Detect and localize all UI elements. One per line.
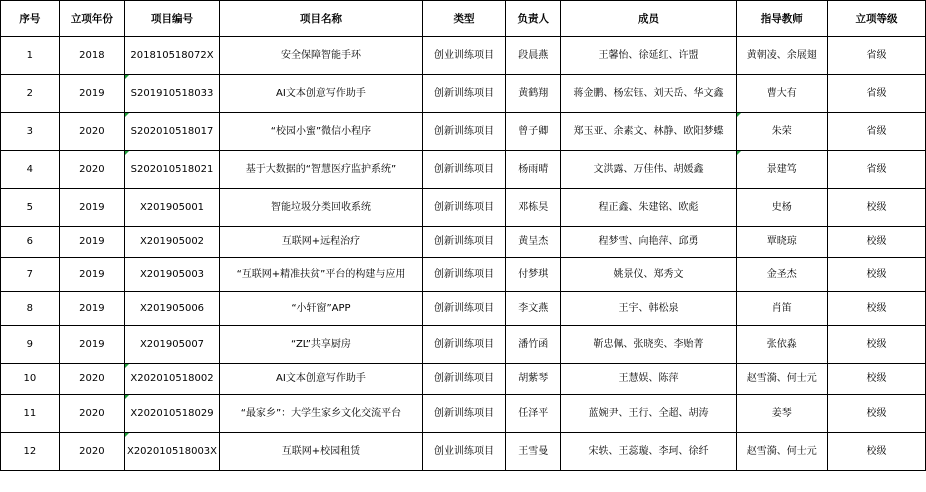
cell-advisor[interactable]: 黄朝凌、余展翅 [736, 37, 827, 75]
cell-name[interactable]: “互联网+精准扶贫”平台的构建与应用 [220, 258, 423, 292]
table-row [1, 75, 926, 113]
cell-leader[interactable]: 邓栋昊 [506, 189, 561, 227]
cell-members[interactable]: 靳忠佩、张晓奕、李贻菁 [561, 326, 736, 364]
cell-advisor[interactable]: 史杨 [736, 189, 827, 227]
cell-type[interactable]: 创新训练项目 [422, 189, 505, 227]
cell-no[interactable]: 9 [1, 326, 60, 364]
cell-year[interactable]: 2020 [59, 433, 124, 471]
cell-name[interactable]: AI文本创意写作助手 [220, 75, 423, 113]
cell-year[interactable]: 2019 [59, 227, 124, 258]
cell-type[interactable]: 创新训练项目 [422, 227, 505, 258]
cell-no[interactable]: 6 [1, 227, 60, 258]
cell-name[interactable]: “最家乡”：大学生家乡文化交流平台 [220, 395, 423, 433]
table-row [1, 258, 926, 292]
cell-type[interactable]: 创新训练项目 [422, 364, 505, 395]
cell-name[interactable]: 互联网+远程治疗 [220, 227, 423, 258]
cell-level[interactable]: 校级 [827, 326, 925, 364]
cell-leader[interactable]: 黄呈杰 [506, 227, 561, 258]
cell-name[interactable]: 基于大数据的“智慧医疗监护系统” [220, 151, 423, 189]
cell-type[interactable]: 创业训练项目 [422, 37, 505, 75]
cell-name[interactable]: AI文本创意写作助手 [220, 364, 423, 395]
table-row [1, 395, 926, 433]
cell-no[interactable]: 12 [1, 433, 60, 471]
header-row [1, 1, 926, 37]
cell-advisor[interactable]: 姜琴 [736, 395, 827, 433]
cell-type[interactable]: 创新训练项目 [422, 75, 505, 113]
cell-code[interactable]: X201905003 [124, 258, 219, 292]
cell-leader[interactable]: 黄鹤翔 [506, 75, 561, 113]
cell-code[interactable]: 201810518072X [124, 37, 219, 75]
cell-advisor[interactable]: 肖笛 [736, 292, 827, 326]
cell-level[interactable]: 省级 [827, 113, 925, 151]
table-row [1, 189, 926, 227]
table-row [1, 227, 926, 258]
cell-name[interactable]: “校园小蜜”微信小程序 [220, 113, 423, 151]
cell-members[interactable]: 宋轶、王蕊璇、李珂、徐纤 [561, 433, 736, 471]
cell-no[interactable]: 8 [1, 292, 60, 326]
cell-year[interactable]: 2019 [59, 75, 124, 113]
table-row [1, 292, 926, 326]
cell-year[interactable]: 2020 [59, 395, 124, 433]
cell-year[interactable]: 2019 [59, 326, 124, 364]
cell-no[interactable]: 5 [1, 189, 60, 227]
cell-level[interactable]: 省级 [827, 75, 925, 113]
cell-type[interactable]: 创业训练项目 [422, 433, 505, 471]
header-cell-type[interactable]: 类型 [422, 1, 505, 37]
cell-members[interactable]: 文洪露、万佳伟、胡媛鑫 [561, 151, 736, 189]
cell-no[interactable]: 2 [1, 75, 60, 113]
cell-no[interactable]: 4 [1, 151, 60, 189]
cell-leader[interactable]: 任泽平 [506, 395, 561, 433]
cell-code[interactable]: S201910518033 [124, 75, 219, 113]
table-row [1, 433, 926, 471]
cell-year[interactable]: 2019 [59, 292, 124, 326]
cell-advisor[interactable]: 赵雪漪、何士元 [736, 433, 827, 471]
cell-year[interactable]: 2018 [59, 37, 124, 75]
cell-code[interactable]: X201905001 [124, 189, 219, 227]
header-cell-no[interactable]: 序号 [1, 1, 60, 37]
cell-level[interactable]: 省级 [827, 151, 925, 189]
cell-leader[interactable]: 付梦琪 [506, 258, 561, 292]
header-cell-leader[interactable]: 负责人 [506, 1, 561, 37]
cell-no[interactable]: 1 [1, 37, 60, 75]
header-cell-level[interactable]: 立项等级 [827, 1, 925, 37]
cell-code[interactable]: X201905007 [124, 326, 219, 364]
header-cell-year[interactable]: 立项年份 [59, 1, 124, 37]
cell-name[interactable]: 互联网+校园租赁 [220, 433, 423, 471]
cell-advisor[interactable]: 朱荣 [736, 113, 827, 151]
cell-code[interactable]: S202010518017 [124, 113, 219, 151]
cell-level[interactable]: 校级 [827, 433, 925, 471]
cell-advisor[interactable]: 金圣杰 [736, 258, 827, 292]
cell-members[interactable]: 蒋金鹏、杨宏钰、刘天岳、华文鑫 [561, 75, 736, 113]
cell-type[interactable]: 创新训练项目 [422, 395, 505, 433]
cell-members[interactable]: 郑玉亚、余素文、林静、欧阳梦蝶 [561, 113, 736, 151]
cell-year[interactable]: 2019 [59, 258, 124, 292]
table-row [1, 151, 926, 189]
cell-year[interactable]: 2020 [59, 151, 124, 189]
header-cell-members[interactable]: 成员 [561, 1, 736, 37]
cell-members[interactable]: 王宇、韩松泉 [561, 292, 736, 326]
cell-leader[interactable]: 李文燕 [506, 292, 561, 326]
cell-no[interactable]: 11 [1, 395, 60, 433]
cell-advisor[interactable]: 张依淼 [736, 326, 827, 364]
cell-members[interactable]: 程正鑫、朱建铭、欧彪 [561, 189, 736, 227]
cell-type[interactable]: 创新训练项目 [422, 292, 505, 326]
table-row [1, 113, 926, 151]
cell-year[interactable]: 2020 [59, 364, 124, 395]
cell-advisor[interactable]: 曹大有 [736, 75, 827, 113]
cell-leader[interactable]: 胡紫琴 [506, 364, 561, 395]
table-row [1, 326, 926, 364]
cell-type[interactable]: 创新训练项目 [422, 113, 505, 151]
cell-leader[interactable]: 王雪曼 [506, 433, 561, 471]
cell-code[interactable]: X201905006 [124, 292, 219, 326]
header-cell-code[interactable]: 项目编号 [124, 1, 219, 37]
cell-advisor[interactable]: 覃晓琼 [736, 227, 827, 258]
cell-level[interactable]: 校级 [827, 227, 925, 258]
cell-year[interactable]: 2020 [59, 113, 124, 151]
cell-name[interactable]: “小轩窗”APP [220, 292, 423, 326]
cell-members[interactable]: 蓝婉尹、王行、全超、胡涛 [561, 395, 736, 433]
table-body [1, 37, 926, 471]
cell-year[interactable]: 2019 [59, 189, 124, 227]
cell-advisor[interactable]: 赵雪漪、何士元 [736, 364, 827, 395]
cell-type[interactable]: 创新训练项目 [422, 326, 505, 364]
cell-level[interactable]: 校级 [827, 364, 925, 395]
header-cell-name[interactable]: 项目名称 [220, 1, 423, 37]
cell-leader[interactable]: 曾子卿 [506, 113, 561, 151]
cell-no[interactable]: 3 [1, 113, 60, 151]
cell-leader[interactable]: 杨雨晴 [506, 151, 561, 189]
cell-level[interactable]: 校级 [827, 395, 925, 433]
cell-level[interactable]: 校级 [827, 292, 925, 326]
cell-no[interactable]: 7 [1, 258, 60, 292]
cell-code[interactable]: X202010518029 [124, 395, 219, 433]
cell-members[interactable]: 王馨怡、徐延红、许盟 [561, 37, 736, 75]
cell-type[interactable]: 创新训练项目 [422, 151, 505, 189]
cell-type[interactable]: 创新训练项目 [422, 258, 505, 292]
cell-level[interactable]: 校级 [827, 258, 925, 292]
cell-advisor[interactable]: 景建笃 [736, 151, 827, 189]
cell-name[interactable]: “ZL”共享厨房 [220, 326, 423, 364]
cell-name[interactable]: 智能垃圾分类回收系统 [220, 189, 423, 227]
cell-name[interactable]: 安全保障智能手环 [220, 37, 423, 75]
cell-code[interactable]: X202010518003X [124, 433, 219, 471]
cell-code[interactable]: S202010518021 [124, 151, 219, 189]
table-row [1, 37, 926, 75]
cell-no[interactable]: 10 [1, 364, 60, 395]
cell-leader[interactable]: 潘竹函 [506, 326, 561, 364]
cell-members[interactable]: 程梦雪、向艳萍、邱勇 [561, 227, 736, 258]
table-row [1, 364, 926, 395]
cell-level[interactable]: 校级 [827, 189, 925, 227]
cell-members[interactable]: 姚景仪、郑秀文 [561, 258, 736, 292]
header-cell-advisor[interactable]: 指导教师 [736, 1, 827, 37]
cell-level[interactable]: 省级 [827, 37, 925, 75]
cell-leader[interactable]: 段晨燕 [506, 37, 561, 75]
cell-members[interactable]: 王慧娱、陈萍 [561, 364, 736, 395]
cell-code[interactable]: X201905002 [124, 227, 219, 258]
cell-code[interactable]: X202010518002 [124, 364, 219, 395]
